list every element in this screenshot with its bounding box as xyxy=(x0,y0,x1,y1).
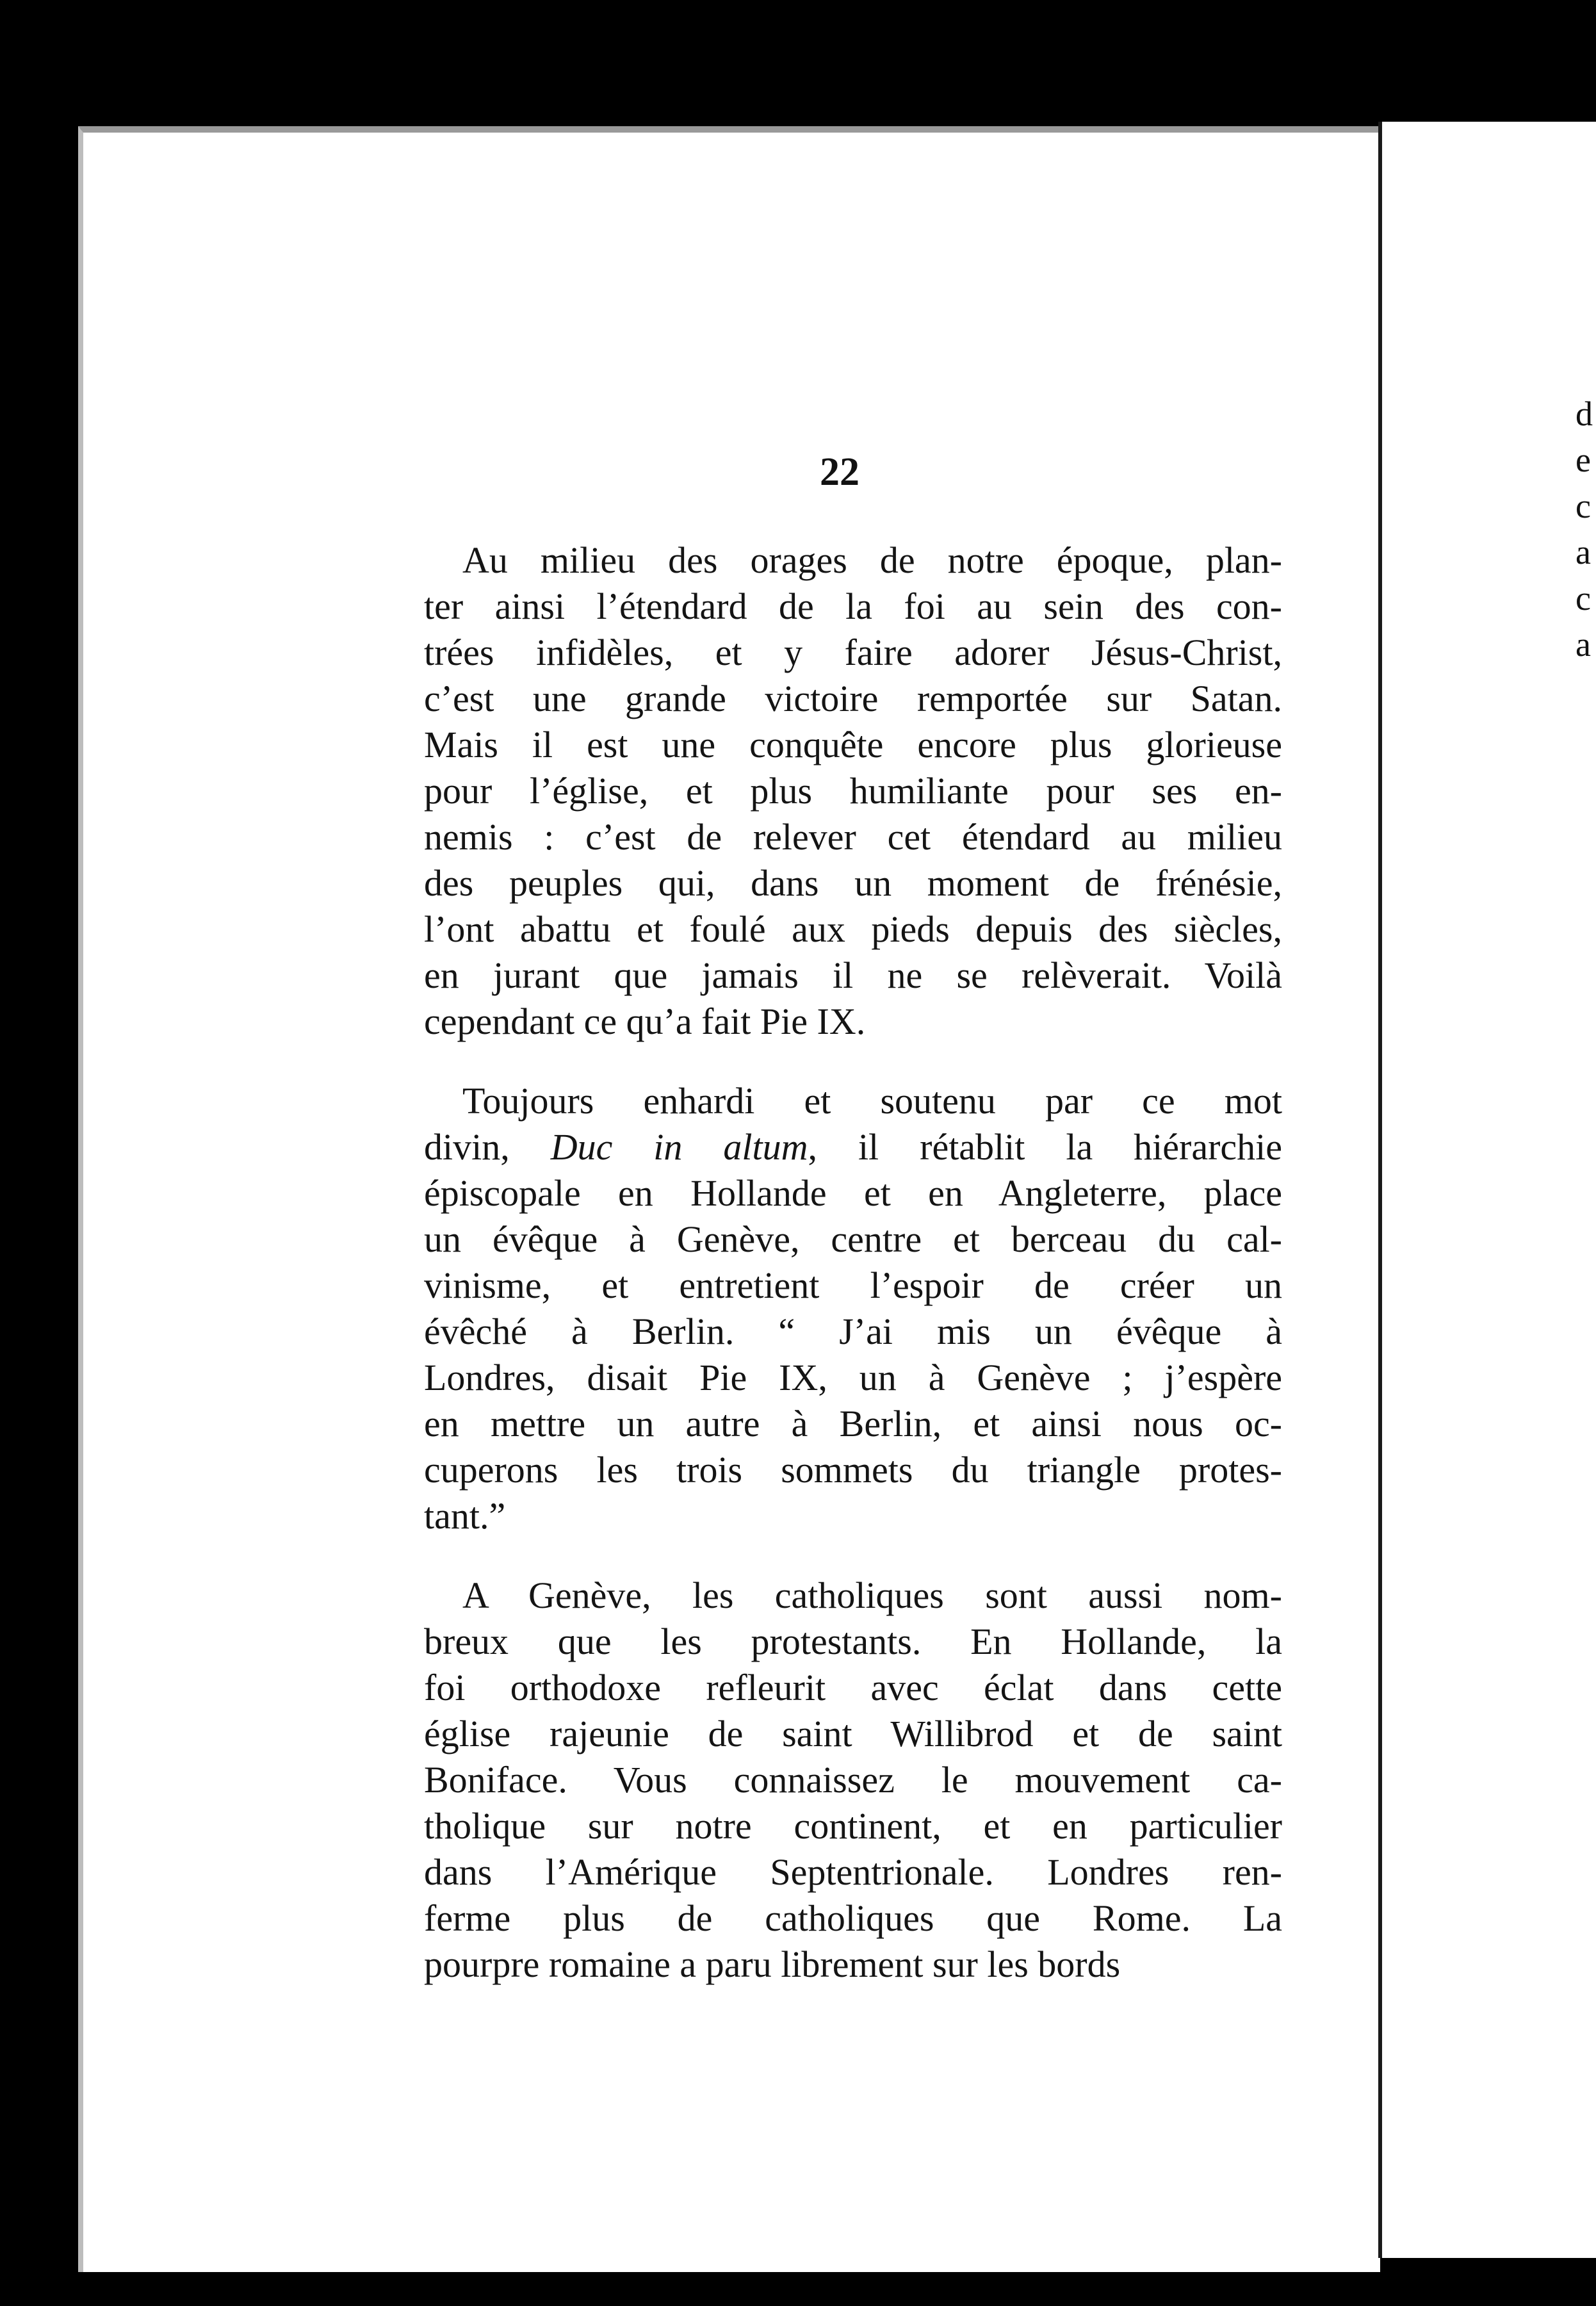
text-line: l’ont abattu et foulé aux pieds depuis des siècles, xyxy=(424,908,1282,950)
page-number: 22 xyxy=(820,450,859,494)
facing-page-letter: a xyxy=(1576,533,1591,571)
text-line: tant.” xyxy=(424,1495,506,1537)
text-line: Toujours enhardi et soutenu par ce mot xyxy=(462,1080,1282,1122)
text-line: un évêque à Genève, centre et berceau du cal- xyxy=(424,1218,1282,1260)
book-page xyxy=(78,126,1380,2272)
text-line: cuperons les trois sommets du triangle protes- xyxy=(424,1449,1282,1491)
text-line: en jurant que jamais il ne se relèverait. Voilà xyxy=(424,954,1282,996)
facing-page-letter: a xyxy=(1576,625,1591,664)
text-line xyxy=(424,1124,1282,1170)
facing-page-letters xyxy=(1576,391,1593,667)
text-line: église rajeunie de saint Willibrod et de saint xyxy=(424,1713,1282,1754)
facing-page-letter: d xyxy=(1576,395,1593,433)
text-line: épiscopale en Hollande et en Angleterre, place xyxy=(424,1172,1282,1214)
italic-phrase: Duc in altum xyxy=(550,1126,808,1168)
text-line: Mais il est une conquête encore plus glorieuse xyxy=(424,724,1282,765)
text-line: Boniface. Vous connaissez le mouvement ca- xyxy=(424,1759,1282,1801)
text-line: en mettre un autre à Berlin, et ainsi nous oc- xyxy=(424,1403,1282,1444)
text-line: ter ainsi l’étendard de la foi au sein des con- xyxy=(424,585,1282,627)
text-line: Londres, disait Pie IX, un à Genève ; j’espère xyxy=(424,1357,1282,1398)
facing-page-letter: e xyxy=(1576,441,1591,479)
text-line: trées infidèles, et y faire adorer Jésus-Christ, xyxy=(424,632,1282,673)
text-line: Au milieu des orages de notre époque, plan- xyxy=(462,539,1282,581)
text-line: foi orthodoxe refleurit avec éclat dans cette xyxy=(424,1667,1282,1708)
paragraph xyxy=(424,1573,1282,1988)
facing-page-letter: c xyxy=(1576,579,1591,617)
text-line: des peuples qui, dans un moment de frénésie, xyxy=(424,862,1282,904)
facing-page-edge xyxy=(1378,122,1596,2258)
text-line: ferme plus de catholiques que Rome. La xyxy=(424,1897,1282,1939)
text-line: vinisme, et entretient l’espoir de créer un xyxy=(424,1264,1282,1306)
text-line: c’est une grande victoire remportée sur Satan. xyxy=(424,678,1282,719)
text-line: dans l’Amérique Septentrionale. Londres ren- xyxy=(424,1851,1282,1893)
text-line: pour l’église, et plus humiliante pour ses en- xyxy=(424,770,1282,812)
text-segment: , il rétablit la hiérarchie xyxy=(808,1126,1282,1168)
text-line: pourpre romaine a paru librement sur les bords xyxy=(424,1943,1121,1985)
facing-page-letter: c xyxy=(1576,487,1591,525)
text-line: breux que les protestants. En Hollande, la xyxy=(424,1621,1282,1662)
page-text xyxy=(424,537,1282,1988)
text-line: évêché à Berlin. “ J’ai mis un évêque à xyxy=(424,1311,1282,1352)
text-line: A Genève, les catholiques sont aussi nom- xyxy=(462,1574,1282,1616)
text-line: nemis : c’est de relever cet étendard au milieu xyxy=(424,816,1282,858)
text-line: tholique sur notre continent, et en particulier xyxy=(424,1805,1282,1847)
paragraph xyxy=(424,537,1282,1045)
text-segment: divin, xyxy=(424,1126,551,1168)
text-line: cependant ce qu’a fait Pie IX. xyxy=(424,1001,866,1042)
paragraph xyxy=(424,1078,1282,1539)
